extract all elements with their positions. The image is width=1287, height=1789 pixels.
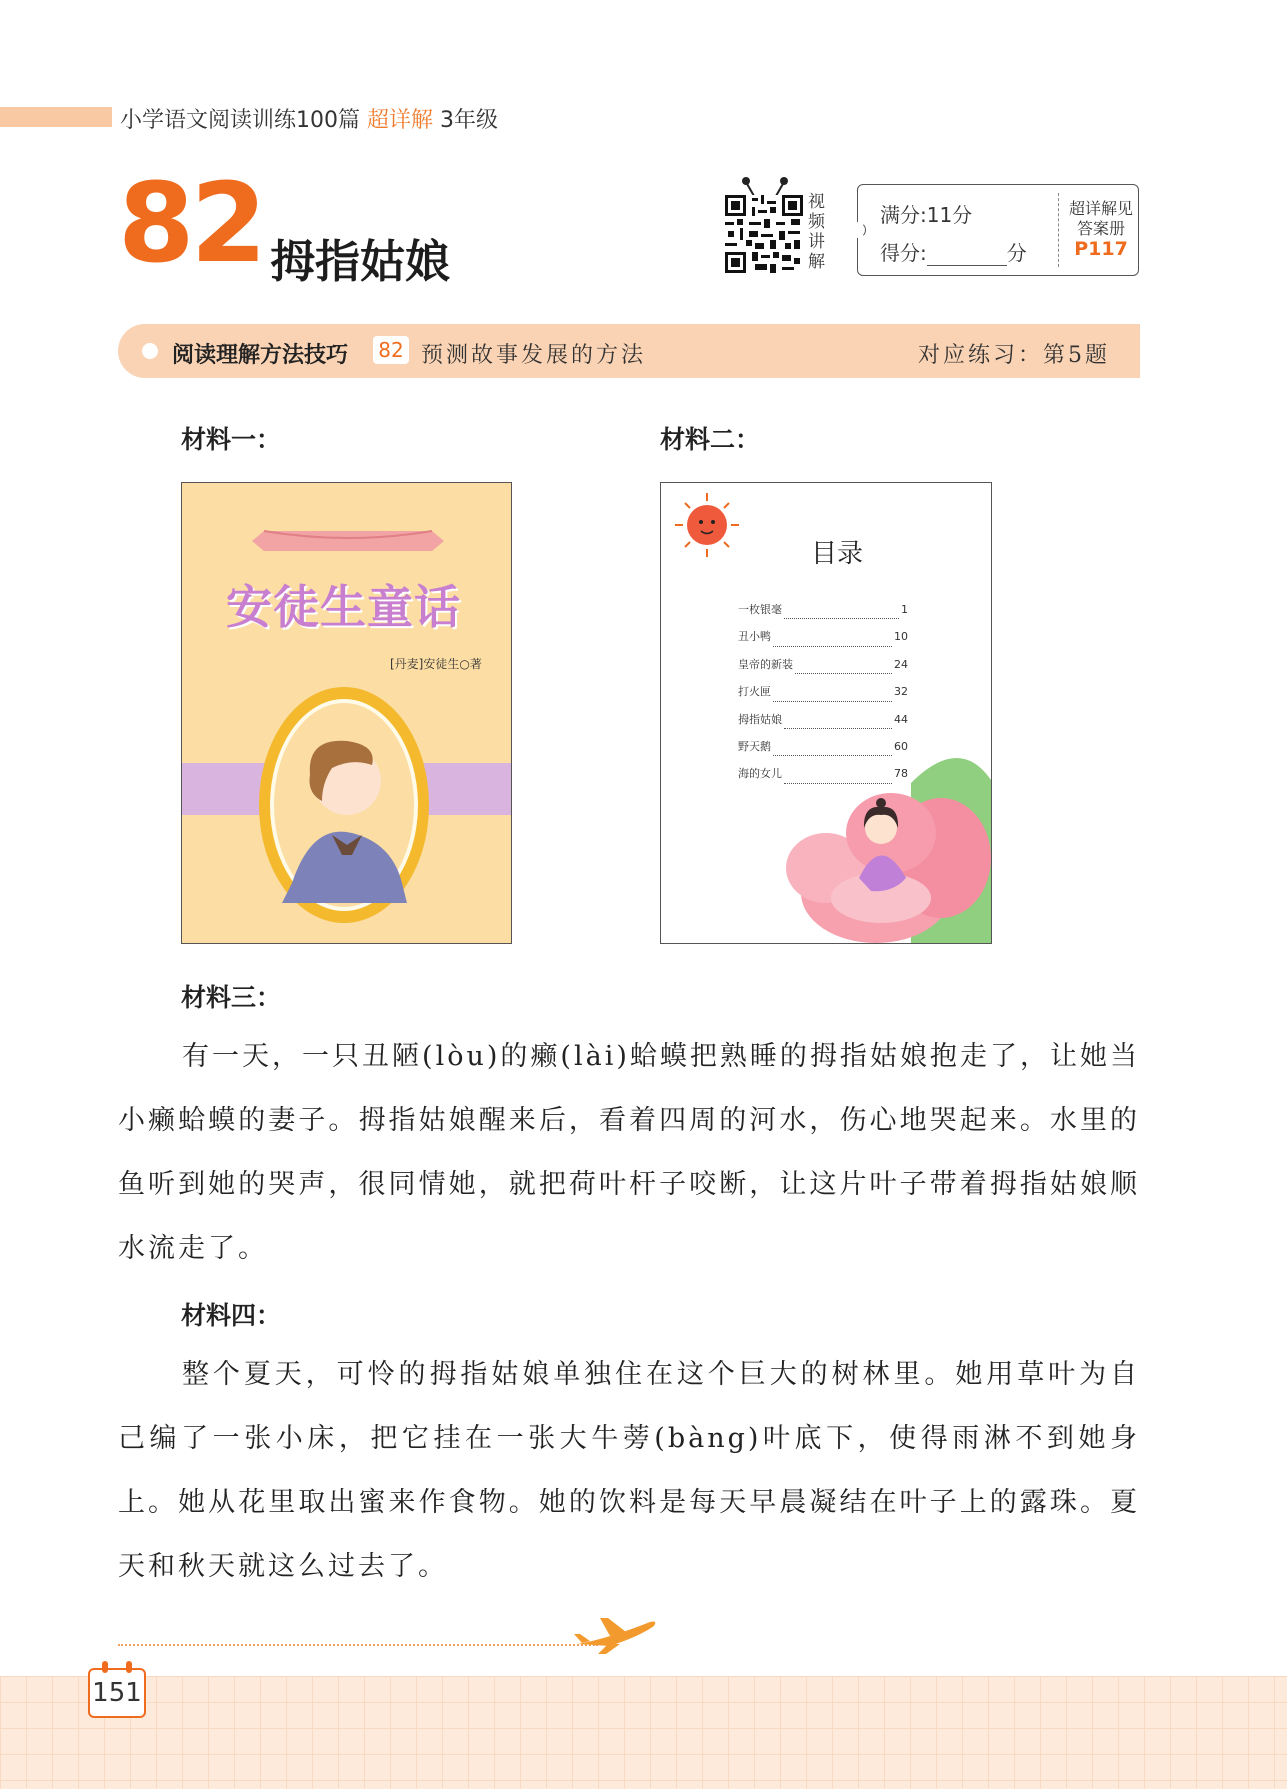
dotted-divider bbox=[118, 1644, 598, 1646]
toc-item bbox=[738, 685, 908, 712]
material-2-label: 材料二： bbox=[660, 425, 761, 454]
airplane-icon bbox=[570, 1614, 660, 1654]
score-divider bbox=[1058, 193, 1059, 267]
toc-item-name: 打火匣 bbox=[738, 685, 771, 699]
bullet-icon bbox=[142, 343, 158, 359]
score-blank[interactable] bbox=[927, 247, 1007, 266]
toc-leader bbox=[795, 658, 892, 674]
method-lead: 阅读理解方法技巧 bbox=[172, 343, 349, 368]
toc-leader bbox=[784, 713, 892, 729]
calendar-ring bbox=[126, 1661, 132, 1673]
toc-item-name: 海的女儿 bbox=[738, 767, 782, 781]
page-number: 151 bbox=[92, 1678, 142, 1708]
toc-leader bbox=[773, 685, 892, 701]
answer-page: P117 bbox=[1074, 238, 1128, 260]
toc-leader bbox=[784, 603, 899, 619]
series-title bbox=[120, 103, 498, 134]
toc-leader bbox=[784, 767, 892, 783]
toc-item bbox=[738, 767, 908, 794]
method-text: 预测故事发展的方法 bbox=[421, 343, 647, 368]
toc-leader bbox=[773, 740, 892, 756]
method-banner bbox=[118, 324, 1140, 378]
score-label: 得分: bbox=[880, 241, 927, 265]
material-4-label: 材料四： bbox=[181, 1301, 282, 1330]
toc-item-name: 丑小鸭 bbox=[738, 630, 771, 644]
toc-item bbox=[738, 630, 908, 657]
toc-item-name: 拇指姑娘 bbox=[738, 712, 782, 726]
qr-label-char: 讲 bbox=[808, 232, 825, 252]
toc-item bbox=[738, 713, 908, 740]
answer-reference bbox=[1062, 199, 1140, 259]
toc-leader bbox=[773, 630, 892, 646]
toc-item-name: 皇帝的新装 bbox=[738, 657, 793, 671]
page-number-badge bbox=[88, 1668, 146, 1718]
answer-line-1: 超详解见 bbox=[1068, 199, 1133, 218]
toc-item-name: 一枚银毫 bbox=[738, 603, 782, 616]
toc-item bbox=[738, 740, 908, 767]
toc-item-page: 44 bbox=[894, 712, 908, 726]
score-notch-left bbox=[850, 222, 866, 238]
material-1-label: 材料一： bbox=[181, 425, 282, 454]
cover-author: [丹麦]安徒生○著 bbox=[390, 657, 482, 671]
toc-item bbox=[738, 658, 908, 685]
footer-band bbox=[0, 1676, 1287, 1789]
material-3-label: 材料三： bbox=[181, 983, 282, 1012]
series-highlight: 超详解 bbox=[367, 108, 434, 133]
header-accent-bar bbox=[0, 107, 112, 127]
toc-item-page: 32 bbox=[894, 685, 908, 699]
lesson-number: 82 bbox=[118, 159, 264, 287]
score-unit: 分 bbox=[1006, 241, 1027, 265]
toc-list bbox=[738, 603, 908, 795]
qr-label-char: 视 bbox=[808, 192, 825, 212]
cover-illustration bbox=[182, 483, 512, 944]
calendar-ring bbox=[102, 1661, 108, 1673]
full-score: 满分:11分 bbox=[880, 203, 973, 227]
grade-label: 3年级 bbox=[440, 108, 499, 133]
toc-item bbox=[738, 603, 908, 630]
material-3-text: 有一天，一只丑陋(lòu)的癞(lài)蛤蟆把熟睡的拇指姑娘抱走了，让她当小癞蛤蟆的妻子。拇指姑娘醒来后，看着四周的河水，伤心地哭起来。水里的鱼听到她的哭声，很同情她，就把荷叶杆子咬断，让这片叶子带着拇指姑娘顺水流走了。 bbox=[118, 1041, 1140, 1264]
answer-line-2: 答案册 bbox=[1076, 219, 1125, 238]
qr-label-char: 频 bbox=[808, 212, 825, 232]
toc-item-page: 10 bbox=[894, 630, 908, 644]
lesson-title: 拇指姑娘 bbox=[270, 235, 451, 288]
toc-item-page: 1 bbox=[901, 603, 908, 616]
toc-title: 目录 bbox=[811, 539, 864, 569]
qr-label-char: 解 bbox=[808, 252, 825, 272]
table-of-contents-image bbox=[660, 482, 992, 944]
score-box bbox=[857, 184, 1139, 276]
series-prefix: 小学语文阅读训练100篇 bbox=[120, 108, 360, 133]
toc-item-page: 78 bbox=[894, 767, 908, 781]
qr-label bbox=[808, 192, 828, 272]
toc-item-page: 24 bbox=[894, 657, 908, 671]
cover-title: 安徒生童话 bbox=[226, 580, 461, 634]
method-number: 82 bbox=[373, 336, 409, 364]
book-cover-image bbox=[181, 482, 512, 944]
score-field[interactable] bbox=[880, 237, 1027, 266]
toc-item-name: 野天鹅 bbox=[738, 739, 771, 753]
toc-item-page: 60 bbox=[894, 739, 908, 753]
material-4-text: 整个夏天，可怜的拇指姑娘单独住在这个巨大的树林里。她用草叶为自己编了一张小床，把它挂在一张大牛蒡(bàng)叶底下，使得雨淋不到她身上。她从花里取出蜜来作食物。她的饮料是每天早晨凝结在叶子上的露珠。夏天和秋天就这么过去了。 bbox=[118, 1359, 1140, 1582]
practice-reference: 对应练习：第5题 bbox=[918, 343, 1110, 368]
qr-code-icon[interactable] bbox=[725, 195, 803, 273]
